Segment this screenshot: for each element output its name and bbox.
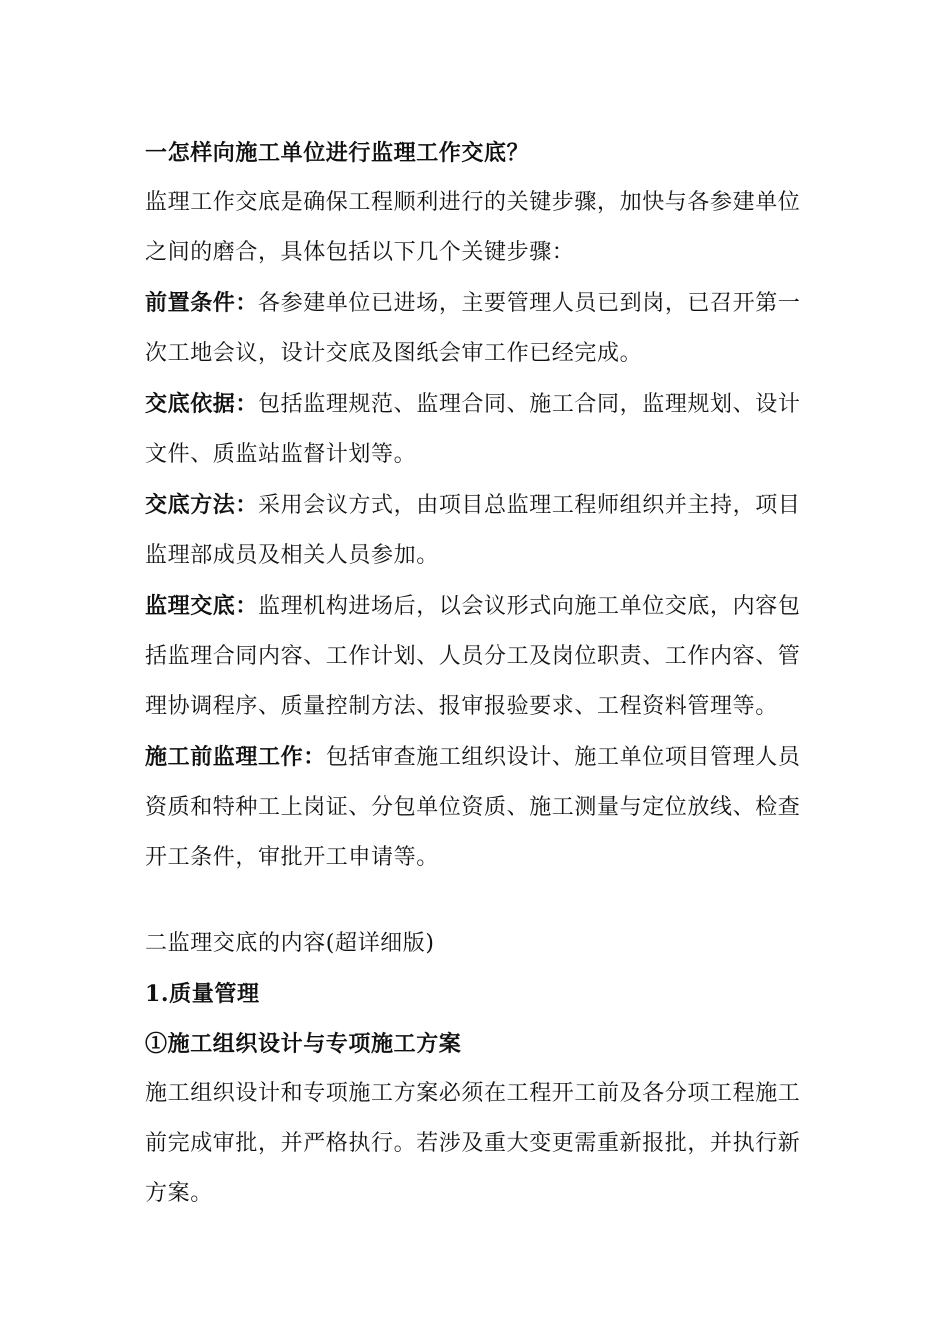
item-text: 包括审查施工组织设计、施工单位项目管理人员资质和特种工上岗证、分包单位资质、施工测量与定位放线、检查开工条件，审批开工申请等。 (145, 745, 801, 870)
item-label: 交底依据： (145, 391, 259, 417)
item-label: 交底方法： (145, 492, 259, 518)
section1-intro: 监理工作交底是确保工程顺利进行的关键步骤，加快与各参建单位之间的磨合，具体包括以下几个关键步骤： (145, 190, 801, 265)
section2-subtitle: 1.质量管理 (145, 981, 260, 1007)
item-prerequisites (145, 278, 805, 379)
item-text: 监理机构进场后，以会议形式向施工单位交底，内容包括监理合同内容、工作计划、人员分工及岗位职责、工作内容、管理协调程序、质量控制方法、报审报验要求、工程资料管理等。 (145, 594, 801, 719)
item-text: 采用会议方式，由项目总监理工程师组织并主持，项目监理部成员及相关人员参加。 (145, 493, 801, 568)
document-page (145, 128, 805, 1219)
section2-subsubtitle: ①施工组织设计与专项施工方案 (145, 1031, 462, 1057)
item-text: 包括监理规范、监理合同、施工合同，监理规划、设计文件、质监站监督计划等。 (145, 392, 801, 467)
item-supervision-briefing (145, 581, 805, 732)
section2-body: 施工组织设计和专项施工方案必须在工程开工前及各分项工程施工前完成审批，并严格执行。若涉及重大变更需重新报批，并执行新方案。 (145, 1081, 801, 1206)
item-basis (145, 379, 805, 480)
section2-title: 二监理交底的内容(超详细版) (145, 931, 435, 956)
section1-title: 一怎样向施工单位进行监理工作交底？ (145, 140, 530, 166)
item-pre-construction-work (145, 732, 805, 883)
item-label: 监理交底： (145, 593, 259, 619)
item-method (145, 480, 805, 581)
item-text: 各参建单位已进场，主要管理人员已到岗，已召开第一次工地会议，设计交底及图纸会审工作已经完成。 (145, 291, 801, 366)
item-label: 施工前监理工作： (145, 744, 326, 770)
item-label: 前置条件： (145, 290, 259, 316)
